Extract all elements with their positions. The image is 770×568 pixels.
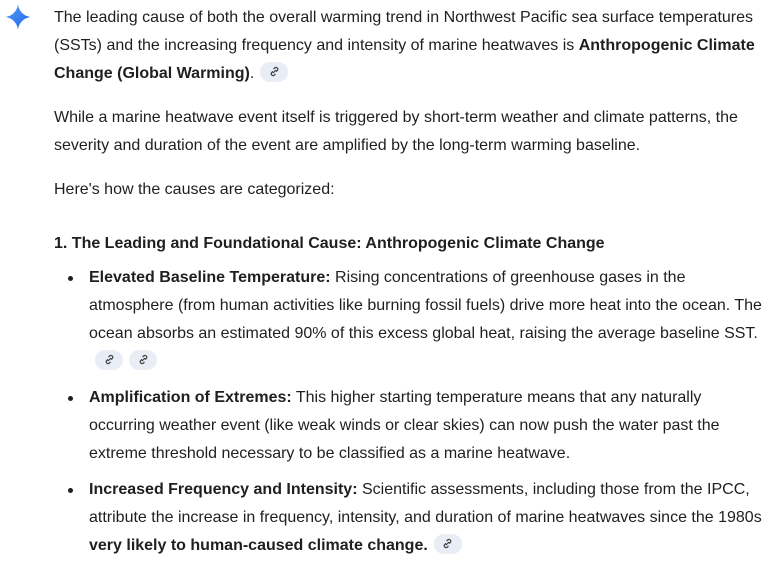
bullet-title: Increased Frequency and Intensity: [89,481,358,498]
bullet-text: This higher starting temperature means that any naturally occurring weather event (like weak winds or clear skies) can now push the water past the extreme threshold necessary to be classified as a marine heatwave. [89,389,720,462]
intro-paragraph [54,4,764,88]
gemini-spark-icon [5,4,31,30]
bullet-text: Scientific assessments, including those from the IPCC, attribute the increase in frequency, intensity, and duration of marine heatwaves since the 1980s [89,481,762,526]
list-item [54,384,764,468]
link-icon [268,65,281,78]
intro-bold: Anthropogenic Climate Change (Global Warming) [54,37,755,82]
link-icon [103,353,116,366]
response-content [54,4,764,568]
section-heading: 1. The Leading and Foundational Cause: Anthropogenic Climate Change [54,235,605,252]
paragraph-3: Here's how the causes are categorized: [54,181,335,198]
citation-chip[interactable] [434,534,462,554]
citation-chip[interactable] [260,62,288,82]
bullet-bold-end: very likely to human-caused climate change. [89,537,428,554]
bullet-text: Rising concentrations of greenhouse gases in the atmosphere (from human activities like burning fossil fuels) drive more heat into the ocean. The ocean absorbs an estimated 90% of this excess global heat, raising the average baseline SST. [89,269,762,342]
intro-end: . [249,65,255,82]
bullet-title: Elevated Baseline Temperature: [89,269,331,286]
list-item [54,264,764,376]
link-icon [441,537,454,550]
bullet-title: Amplification of Extremes: [89,389,292,406]
citation-chip[interactable] [129,350,157,370]
citation-chip[interactable] [95,350,123,370]
intro-text: The leading cause of both the overall warming trend in Northwest Pacific sea surface temperatures (SSTs) and the increasing frequency and intensity of marine heatwaves is [54,9,754,54]
paragraph-2: While a marine heatwave event itself is triggered by short-term weather and climate patterns, the severity and duration of the event are amplified by the long-term warming baseline. [54,109,738,154]
list-item [54,476,764,560]
cause-list [54,264,764,560]
link-icon [137,353,150,366]
